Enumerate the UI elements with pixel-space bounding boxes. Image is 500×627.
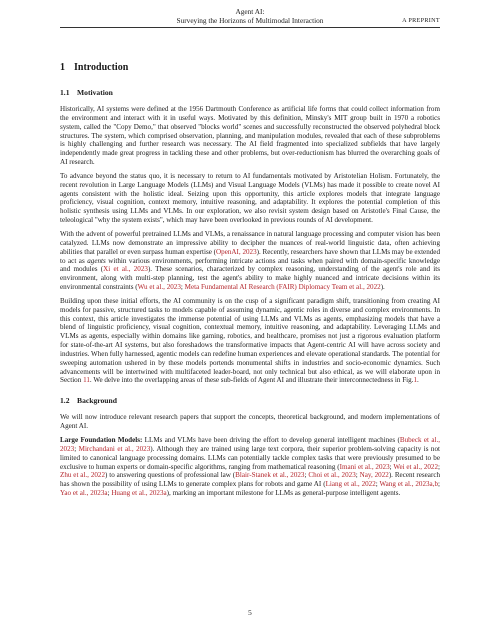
citation-link[interactable]: Xi et al., 2023 xyxy=(103,265,148,274)
paragraph-holism: To advance beyond the status quo, it is necessary to return to AI fundamentals motivated by Aristotelian Holism. Fortunately, the recent revolution in Large Language Models (LLMs) and Visual Language Models (VLMs) has made it possible to create novel AI agents consistent with the holistic ideal. Seizing upon this opportunity, this article explores models that integrate language proficiency, visual cognition, context memory, intuitive reasoning, and adaptability. It explores the potential completion of this holistic synthesis using LLMs and VLMs. In our exploration, we also revisit system design based on Aristotle's Final Cause, the teleological "why the system exists", which may have been overlooked in previous rounds of AI development. xyxy=(60,171,440,225)
running-header-preprint: A PREPRINT xyxy=(402,17,440,24)
citation-link[interactable]: OpenAI, 2023 xyxy=(216,247,257,256)
citation-link[interactable]: Blair-Stanek et al., 2023 xyxy=(235,471,305,480)
citation-link[interactable]: Zhu et al., 2022 xyxy=(60,471,106,480)
citation-link[interactable]: Meta Fundamental AI Research (FAIR) Diplomacy Team et al., 2022 xyxy=(184,283,381,292)
figure-reference-link[interactable]: 1 xyxy=(413,376,418,385)
citation-link[interactable]: Huang et al., 2023a xyxy=(111,489,167,498)
citation-link[interactable]: Wei et al., 2022 xyxy=(393,462,439,471)
section-heading-introduction: 1 Introduction xyxy=(60,62,129,73)
citation-link[interactable]: Bubeck et al., 2023 xyxy=(60,436,440,453)
citation-link[interactable]: Choi et al., 2023 xyxy=(308,471,356,480)
paragraph-background-intro: We will now introduce relevant research papers that support the concepts, theoretical background, and modern implementations of Agent AI. xyxy=(60,413,440,431)
citation-link[interactable]: Nay, 2022 xyxy=(359,471,389,480)
paragraph-history: Historically, AI systems were defined at the 1956 Dartmouth Conference as artificial life forms that could collect information from the environment and interact with it in useful ways. Motivated by this definition, Minsky's MIT group built in 1970 a robotics system, called the "Copy Demo," that observed "blocks world" scenes and successfully reconstructed the observed polyhedral block structures. The system, which comprised observation, planning, and manipulation modules, revealed that each of these subproblems is highly challenging and further research was necessary. The AI field fragmented into specialized subfields that have largely independently made great progress in tackling these and other problems, but over-reductionism has blurred the overarching goals of AI research. xyxy=(60,105,440,167)
page-number: 5 xyxy=(248,608,252,617)
subsection-heading-motivation: 1.1 Motivation xyxy=(60,88,113,97)
citation-link[interactable]: Imani et al., 2023 xyxy=(339,462,390,471)
citation-link[interactable]: Wu et al., 2023 xyxy=(137,283,181,292)
citation-link[interactable]: Mirchandani et al., 2023 xyxy=(78,444,151,453)
section-reference-link[interactable]: 11 xyxy=(83,376,90,385)
paragraph-paradigm-shift: Building upon these initial efforts, the AI community is on the cusp of a significant paradigm shift, transitioning from creating AI models for passive, structured tasks to models capable of assuming dynamic, agentic roles in diverse and complex environments. In this context, this article investigates the immense potential of using LLMs and VLMs as agents, emphasizing models that have a blend of linguistic proficiency, visual cognition, contextual memory, intuitive reasoning, and adaptability. Leveraging LLMs and VLMs as agents, especially within domains like gaming, robotics, and healthcare, promises not just a rigorous evaluation platform for state-of-the-art AI systems, but also foreshadows the transformative impacts that Agent-centric AI will have across society and industries. When fully harnessed, agentic models can redefine human experiences and elevate operational standards. The potential for sweeping automation ushered in by these models portends monumental shifts in industries and socio-economic dynamics. Such advancements will be intertwined with multifaceted leader-board, not only technical but also ethical, as we will elaborate upon in Section 11. We delve into the overlapping areas of these sub-fields of Agent AI and illustrate their interconnectedness in Fig.1. xyxy=(60,296,440,385)
citation-link[interactable]: Liang et al., 2022 xyxy=(325,480,376,489)
paragraph-large-foundation-models: Large Foundation Models: LLMs and VLMs have been driving the effort to develop general intelligent machines (Bubeck et al., 2023; Mirchandani et al., 2023). Although they are trained using large text corpora, their superior problem-solving capacity is not limited to canonical language processing domains. LLMs can potentially tackle complex tasks that were previously presumed to be exclusive to human experts or domain-specific algorithms, ranging from mathematical reasoning (Imani et al., 2023; Wei et al., 2022; Zhu et al., 2022) to answering questions of professional law (Blair-Stanek et al., 2023; Choi et al., 2023; Nay, 2022). Recent research has shown the possibility of using LLMs to generate complex plans for robots and game AI (Liang et al., 2022; Wang et al., 2023a,b; Yao et al., 2023a; Huang et al., 2023a), marking an important milestone for LLMs as general-purpose intelligent agents. xyxy=(60,436,441,498)
subsection-heading-background: 1.2 Background xyxy=(60,396,117,406)
running-header-subtitle: Surveying the Horizons of Multimodal Interaction xyxy=(176,16,324,25)
citation-link[interactable]: Wang et al., 2023a,b xyxy=(379,480,439,489)
running-header-title: Agent AI: xyxy=(235,7,265,16)
citation-link[interactable]: Yao et al., 2023a xyxy=(60,489,108,498)
header-rule xyxy=(60,27,440,28)
paragraph-pretrained-models: With the advent of powerful pretrained LLMs and VLMs, a renaissance in natural language processing and computer vision has been catalyzed. LLMs now demonstrate an impressive ability to decipher the nuances of real-world linguistic data, often achieving abilities that parallel or even surpass human expertise (OpenAI, 2023). Recently, researchers have shown that LLMs may be extended to act as agents within various environments, performing intricate actions and tasks when paired with domain-specific knowledge and modules (Xi et al., 2023). These scenarios, characterized by complex reasoning, understanding of the agent's role and its environment, along with multi-step planning, test the agent's ability to make highly nuanced and intricate decisions within its environmental constraints (Wu et al., 2023; Meta Fundamental AI Research (FAIR) Diplomacy Team et al., 2022). xyxy=(60,229,441,292)
main-content xyxy=(60,62,440,503)
